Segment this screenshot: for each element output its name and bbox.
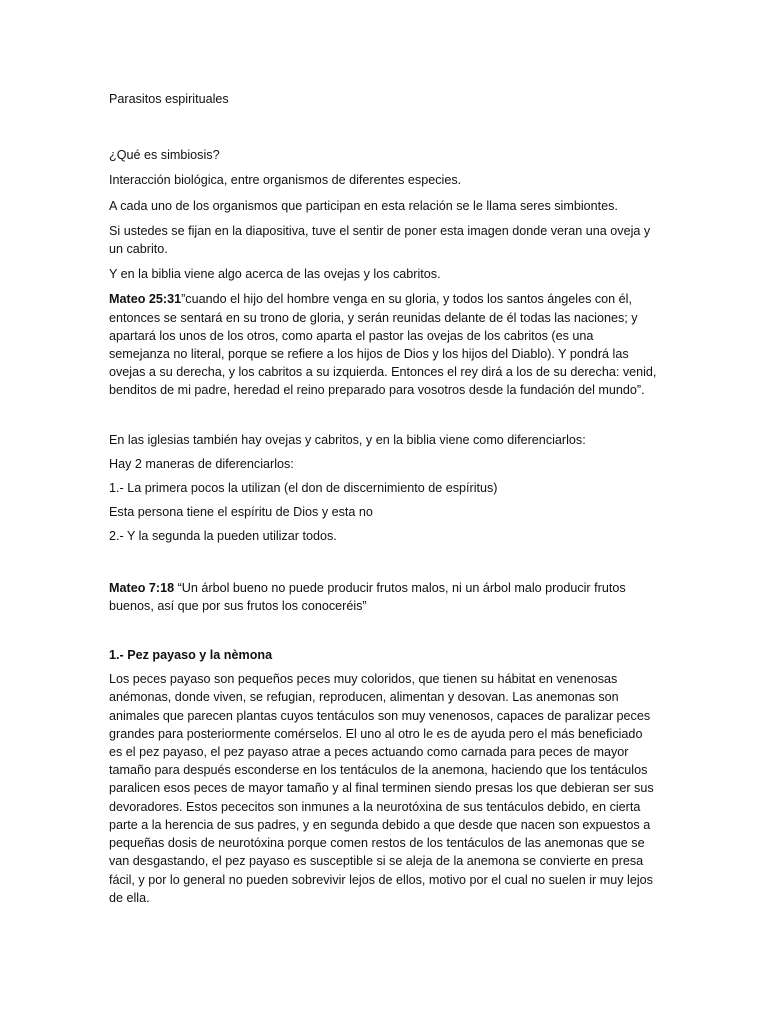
mateo7-paragraph	[109, 579, 657, 615]
mateo7-quote: “Un árbol bueno no puede producir frutos malos, ni un árbol malo producir frutos buenos, así que por sus frutos los conoceréis”	[109, 580, 626, 613]
document-page	[109, 90, 657, 907]
definition-paragraph: Interacción biológica, entre organismos de diferentes especies.	[109, 173, 462, 188]
section-heading: 1.- Pez payaso y la nèmona	[109, 648, 273, 663]
person-paragraph: Esta persona tiene el espíritu de Dios y esta no	[109, 505, 373, 520]
mateo7-reference: Mateo 7:18	[109, 580, 175, 595]
question-paragraph: ¿Qué es simbiosis?	[109, 148, 220, 163]
slide-note-paragraph: Si ustedes se fijan en la diapositiva, tuve el sentir de poner esta imagen donde veran una oveja y un cabrito.	[109, 223, 651, 257]
mateo25-quote: ”cuando el hijo del hombre venga en su gloria, y todos los santos ángeles con él, entonces se sentará en su trono de gloria, y serán reunidas delante de él todas las naciones; y apartará los unos de los otros, como aparta el pastor las ovejas de los cabritos (es una semejanza no literal, porque se refiere a los hijos de Dios y los hijos del Diablo). Y pondrá las ovejas a su derecha, y los cabritos a su izquierda. Entonces el rey dirá a los de su derecha: venid, benditos de mi padre, heredad el reino preparado para vosotros desde la fundación del mundo”.	[109, 292, 657, 398]
participants-paragraph: A cada uno de los organismos que participan en esta relación se le llama seres simbiontes.	[109, 198, 618, 213]
way-two-paragraph: 2.- Y la segunda la pueden utilizar todos.	[109, 529, 337, 544]
section-body-paragraph: Los peces payaso son pequeños peces muy coloridos, que tienen su hábitat en venenosas anémonas, donde viven, se refugian, reproducen, alimentan y desovan. Las anemonas son animales que parecen plantas cuyos tentáculos son muy venenosos, capaces de paralizar peces grandes para posteriormente comérselos. El uno al otro le es de ayuda pero el más beneficiado es el pez payaso, el pez payaso atrae a peces actuando como carnada para peces de mayor tamaño para después esconderse en los tentáculos de la anemona, haciendo que los tentáculos paralicen esos peces de mayor tamaño y al final terminen siendo presas los que debieran ser sus devoradores. Estos pececitos son inmunes a la neurotóxina de sus tentáculos debido, en cierta parte a la herencia de sus padres, y en segunda debido a que desde que nacen son expuestos a pequeñas dosis de neurotóxina porque comen restos de los tentáculos de las anemonas que se van desgastando, el pez payaso es susceptible si se aleja de la anemona se convierte en presa fácil, y por lo general no pueden sobrevivir lejos de ellos, motivo por el cual no suelen ir muy lejos de ella.	[109, 672, 654, 905]
two-ways-paragraph: Hay 2 maneras de diferenciarlos:	[109, 456, 294, 471]
mateo25-paragraph	[109, 290, 657, 399]
way-one-paragraph: 1.- La primera pocos la utilizan (el don de discernimiento de espíritus)	[109, 481, 498, 496]
bible-intro-paragraph: Y en la biblia viene algo acerca de las ovejas y los cabritos.	[109, 267, 441, 282]
document-title: Parasitos espirituales	[109, 92, 229, 106]
mateo25-reference: Mateo 25:31	[109, 292, 182, 307]
churches-paragraph: En las iglesias también hay ovejas y cabritos, y en la biblia viene como diferenciarlos:	[109, 432, 586, 447]
